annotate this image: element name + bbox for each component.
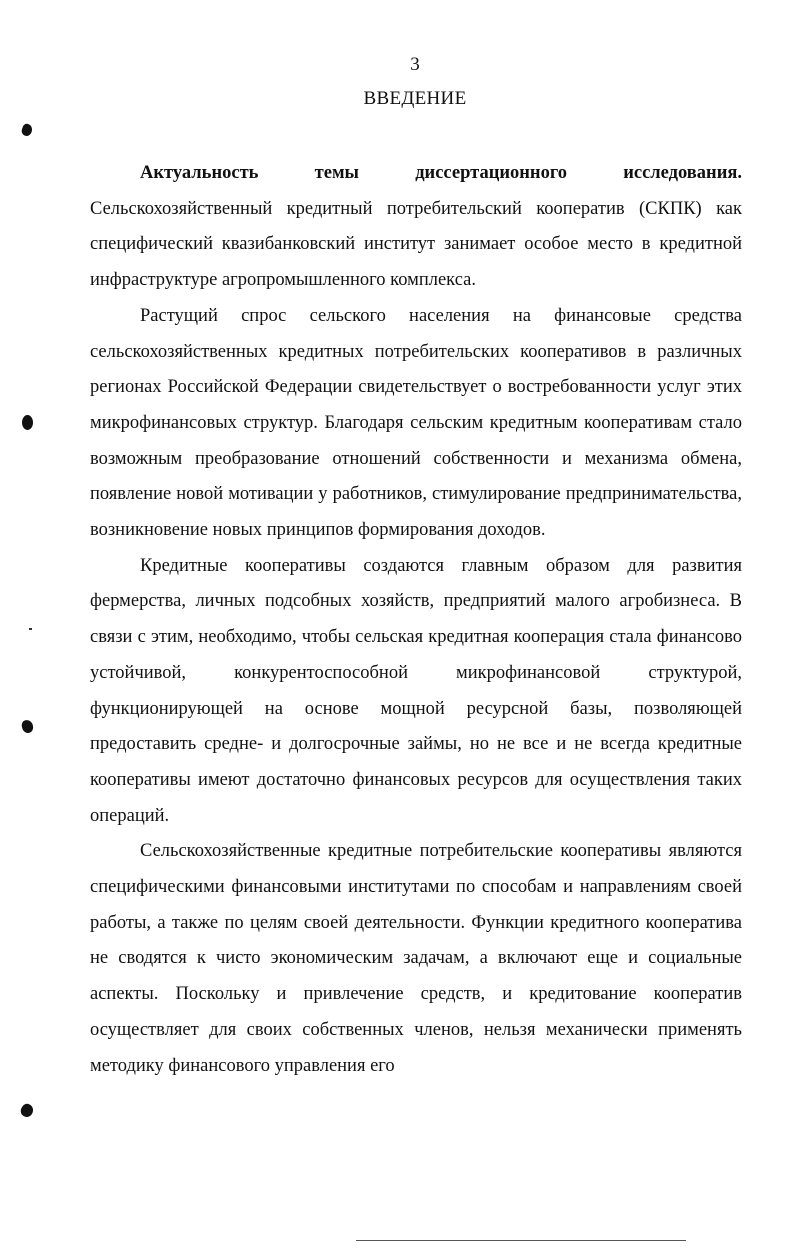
lead-heading-line bbox=[90, 156, 742, 192]
paragraph: Кредитные кооперативы создаются главным образом для развития фермерства, личных подсобных хозяйств, предприятий малого агробизнеса. В связи с этим, необходимо, чтобы сельская кредитная кооперация стала финансово устойчивой, конкурентоспособной микрофинансовой структурой, функционирующей на основе мощной ресурсной базы, позволяющей предоставить средне- и долгосрочные займы, но не все и не всегда кредитные кооперативы имеют достаточно финансовых ресурсов для осуществления таких операций. bbox=[90, 555, 742, 826]
footer-rule bbox=[356, 1240, 686, 1241]
scan-punch-mark bbox=[22, 415, 33, 430]
page-number: 3 bbox=[410, 54, 420, 75]
paragraph: Растущий спрос сельского населения на финансовые средства сельскохозяйственных кредитных потребительских кооперативов в различных регионах Российской Федерации свидетельствует о востребованности услуг этих микрофинансовых структур. Благодаря сельским кредитным кооперативам стало возможным преобразование отношений собственности и механизма обмена, появление новой мотивации у работников, стимулирование предпринимательства, возникновение новых принципов формирования доходов. bbox=[90, 305, 742, 541]
body-text bbox=[90, 156, 742, 1084]
paragraph-intro: Сельскохозяйственный кредитный потребительский кооператив (СКПК) как специфический квазибанковский институт занимает особое место в кредитной инфраструктуре агропромышленного комплекса. bbox=[90, 198, 742, 291]
paragraph: Сельскохозяйственные кредитные потребительские кооперативы являются специфическими финансовыми институтами по способам и направлениям своей работы, а также по целям своей деятельности. Функции кредитного кооператива не сводятся к чисто экономическим задачам, а включают еще и социальные аспекты. Поскольку и привлечение средств, и кредитование кооператив осуществляет для своих собственных членов, нельзя механически применять методику финансового управления его bbox=[90, 841, 742, 1076]
lead-word: диссертационного bbox=[415, 163, 568, 183]
scan-speck bbox=[29, 628, 32, 630]
lead-word: исследования. bbox=[623, 163, 742, 183]
scan-punch-mark bbox=[19, 1102, 36, 1119]
section-heading: ВВЕДЕНИЕ bbox=[363, 88, 467, 109]
lead-word: Актуальность bbox=[140, 163, 259, 183]
lead-word: темы bbox=[314, 163, 359, 183]
scan-punch-mark bbox=[21, 719, 35, 734]
scan-punch-mark bbox=[20, 123, 34, 138]
